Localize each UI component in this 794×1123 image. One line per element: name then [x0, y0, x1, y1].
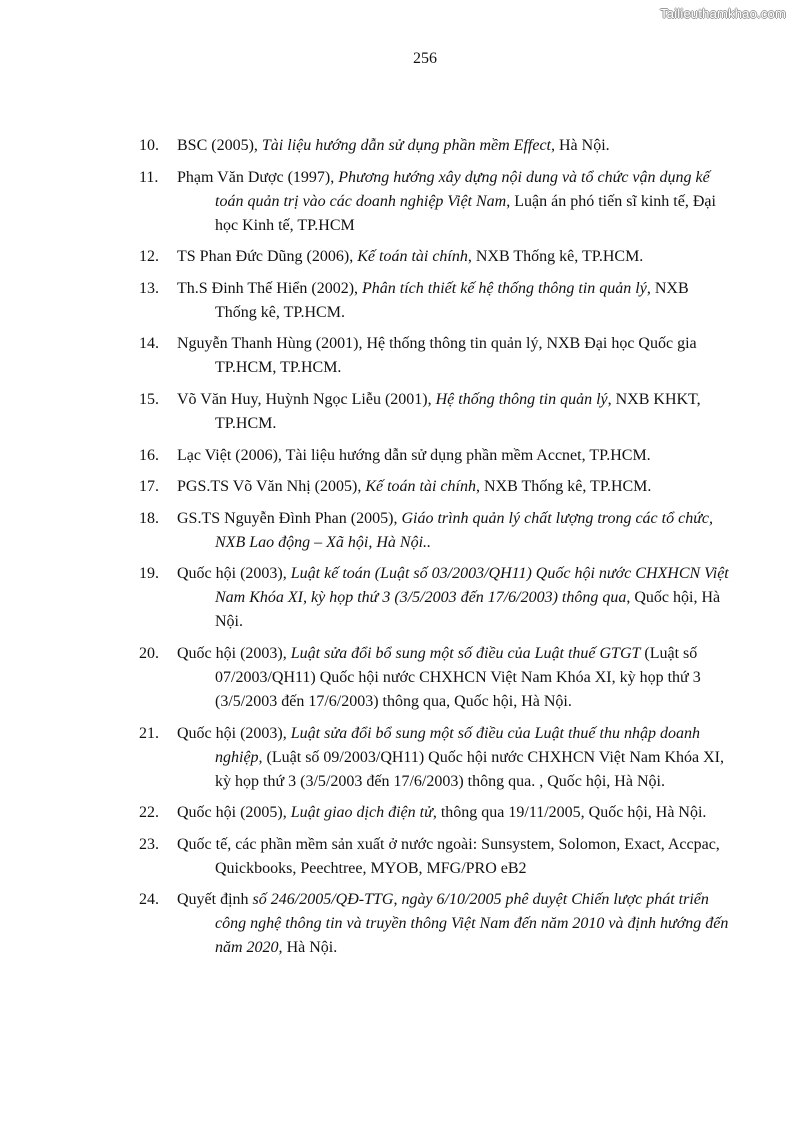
reference-item	[139, 888, 729, 960]
reference-number: 10.	[139, 137, 159, 154]
reference-text: (Luật số 09/2003/QH11) Quốc hội nước CHXHCN Việt Nam Khóa XI, kỳ họp thứ 3 (3/5/2003 đến 17/6/2003) thông qua. , Quốc hội, Hà Nội.	[215, 748, 724, 790]
reference-text: , thông qua 19/11/2005, Quốc hội, Hà Nội.	[432, 804, 707, 822]
reference-text: Hà Nội.	[282, 939, 338, 957]
reference-title: Hệ thống thông tin quản lý	[435, 390, 608, 408]
reference-item	[139, 134, 729, 158]
reference-text: , NXB Thống kê, TP.HCM.	[215, 279, 689, 321]
reference-title: Giáo trình quản lý chất lượng trong các tổ chức, NXB Lao động – Xã hội, Hà Nội..	[215, 509, 714, 551]
reference-text: BSC (2005),	[177, 137, 262, 154]
reference-title: Phương hướng xây dựng nội dung và tổ chức vận dụng kế toán quản trị vào các doanh nghiệp Việt Nam	[215, 168, 710, 210]
reference-text: , NXB Thống kê, TP.HCM.	[475, 478, 652, 496]
reference-item	[139, 642, 729, 714]
reference-number: 15.	[139, 390, 159, 408]
reference-title: Kế toán tài chính	[365, 478, 476, 496]
reference-number: 14.	[139, 335, 159, 353]
reference-number: 18.	[139, 509, 159, 527]
reference-text: (Luật số 07/2003/QH11) Quốc hội nước CHXHCN Việt Nam Khóa XI, kỳ họp thứ 3 (3/5/2003 đến 17/6/2003) thông qua, Quốc hội, Hà Nội.	[215, 644, 701, 710]
reference-text: Quyết định	[177, 891, 253, 909]
watermark: Tailieuthamkhao.com	[660, 6, 786, 21]
reference-number: 24.	[139, 891, 159, 909]
reference-text: Võ Văn Huy, Huỳnh Ngọc Liễu (2001),	[177, 390, 436, 408]
reference-text: TS Phan Đức Dũng (2006),	[177, 248, 358, 266]
reference-number: 12.	[139, 248, 159, 266]
reference-item	[139, 722, 729, 794]
reference-list	[139, 134, 729, 968]
reference-number: 22.	[139, 804, 159, 822]
reference-title: Kế toán tài chính	[357, 248, 468, 266]
reference-title: Phân tích thiết kế hệ thống thông tin quản lý	[362, 279, 647, 297]
reference-title: số 246/2005/QĐ-TTG, ngày 6/10/2005 phê duyệt Chiến lược phát triển công nghệ thông tin và truyền thông Việt Nam đến năm 2010 và định hướng đến năm 2020,	[215, 891, 729, 957]
reference-text: Lạc Việt (2006), Tài liệu hướng dẫn sử dụng phần mềm Accnet, TP.HCM.	[177, 446, 651, 464]
reference-text: Quốc hội (2003),	[177, 644, 291, 662]
reference-text: Phạm Văn Dược (1997),	[177, 168, 339, 186]
reference-text: PGS.TS Võ Văn Nhị (2005),	[177, 478, 366, 496]
reference-text: , Luận án phó tiến sĩ kinh tế, Đại học Kinh tế, TP.HCM	[215, 192, 716, 234]
reference-title: Tài liệu hướng dẫn sử dụng phần mềm Effect,	[261, 137, 555, 154]
reference-title: Luật giao dịch điện tử	[290, 804, 433, 822]
reference-number: 11.	[139, 168, 159, 186]
page-number: 256	[413, 50, 437, 67]
reference-item	[139, 388, 729, 436]
reference-number: 20.	[139, 644, 159, 662]
reference-text: Quốc hội (2005),	[177, 804, 291, 822]
reference-text: Quốc tế, các phần mềm sản xuất ở nước ngoài: Sunsystem, Solomon, Exact, Accpac, Quickbooks, Peechtree, MYOB, MFG/PRO eB2	[177, 835, 720, 877]
reference-text: Hà Nội.	[554, 137, 610, 154]
reference-item	[139, 562, 729, 634]
reference-item	[139, 475, 729, 499]
reference-text: , NXB KHKT, TP.HCM.	[215, 390, 701, 432]
reference-title: Luật sửa đổi bổ sung một số điều của Luật thuế GTGT	[290, 644, 641, 662]
reference-text: Th.S Đinh Thế Hiển (2002),	[177, 279, 363, 297]
reference-item	[139, 833, 729, 881]
reference-item	[139, 801, 729, 825]
reference-text: Quốc hội (2003),	[177, 565, 291, 583]
reference-number: 17.	[139, 478, 159, 496]
reference-text: , Quốc hội, Hà Nội.	[215, 589, 721, 631]
reference-number: 21.	[139, 724, 159, 742]
reference-number: 13.	[139, 279, 159, 297]
reference-number: 16.	[139, 446, 159, 464]
reference-item	[139, 166, 729, 238]
reference-item	[139, 332, 729, 380]
reference-number: 23.	[139, 835, 159, 853]
reference-item	[139, 444, 729, 468]
reference-number: 19.	[139, 565, 159, 583]
reference-text: Nguyễn Thanh Hùng (2001), Hệ thống thông tin quản lý, NXB Đại học Quốc gia TP.HCM, TP.HCM.	[177, 335, 697, 377]
reference-text: , NXB Thống kê, TP.HCM.	[467, 248, 644, 266]
reference-item	[139, 245, 729, 269]
reference-title: Luật sửa đổi bổ sung một số điều của Luật thuế thu nhập doanh nghiệp,	[215, 724, 700, 766]
reference-text: Quốc hội (2003),	[177, 724, 291, 742]
reference-item	[139, 277, 729, 325]
reference-title: Luật kế toán (Luật số 03/2003/QH11) Quốc hội nước CHXHCN Việt Nam Khóa XI, kỳ họp thứ 3 (3/5/2003 đến 17/6/2003) thông qua	[215, 565, 729, 607]
reference-item	[139, 507, 729, 555]
reference-text: GS.TS Nguyễn Đình Phan (2005),	[177, 509, 402, 527]
